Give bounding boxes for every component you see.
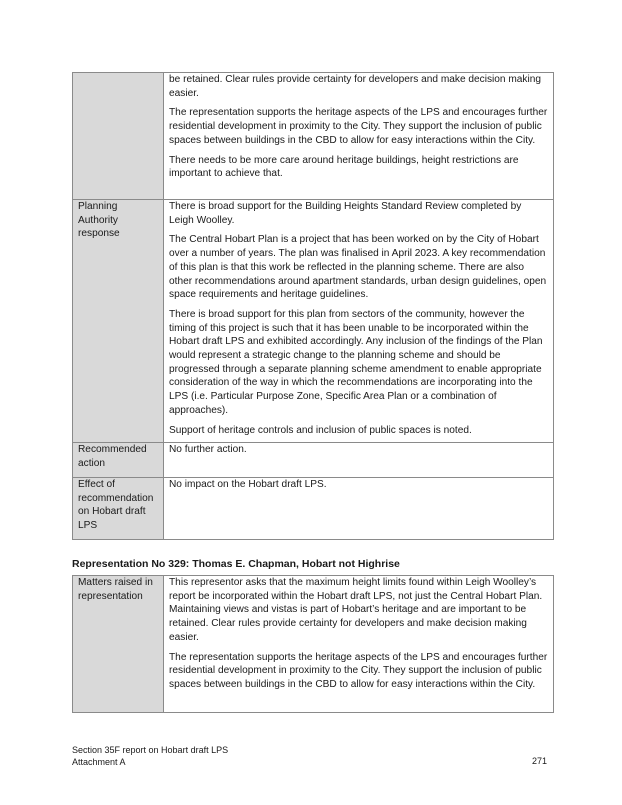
representation-table-continued [72, 72, 554, 540]
paragraph: The representation supports the heritage aspects of the LPS and encourages further residential development in proximity to the City. They support the inclusion of public spaces between buildings in the CBD to allow for easy interactions within the City. [169, 107, 548, 146]
paragraph: There is broad support for the Building Heights Standard Review completed by Leigh Woolley. [169, 201, 522, 226]
row-content [164, 576, 554, 713]
table-row [73, 478, 554, 540]
table-row [73, 73, 554, 200]
table-row [73, 200, 554, 443]
row-content [164, 200, 554, 443]
footer-line: Section 35F report on Hobart draft LPS [72, 745, 229, 755]
paragraph: This representor asks that the maximum height limits found within Leigh Woolley’s report be incorporated within the Hobart draft LPS, not just the Central Hobart Plan. Maintaining views and vistas is part of Hobart’s heritage and are important to be retained. Clear rules provide certainty for developers and make decision making easier. [169, 577, 543, 643]
paragraph: No further action. [169, 444, 247, 455]
table-row [73, 576, 554, 713]
paragraph: be retained. Clear rules provide certainty for developers and make decision making easier. [169, 74, 542, 99]
row-label: Matters raised in representation [73, 576, 164, 713]
paragraph: There needs to be more care around heritage buildings, height restrictions are important to achieve that. [169, 154, 519, 180]
paragraph: No impact on the Hobart draft LPS. [169, 479, 327, 490]
paragraph: The representation supports the heritage aspects of the LPS and encourages further residential development in proximity to the City. They support the inclusion of public spaces between buildings in the CBD to allow for easy interactions within the City. [169, 651, 548, 690]
row-content [164, 73, 554, 200]
footer-line: Attachment A [72, 756, 126, 767]
page-number: 271 [531, 756, 547, 766]
section-heading: Representation No 329: Thomas E. Chapman, Hobart not Highrise [72, 558, 400, 570]
paragraph: There is broad support for this plan from sectors of the community, however the timing of this project is such that it has been unable to be incorporated within the Hobart draft LPS and exhibited accordingly. Any inclusion of the findings of the Plan would represent a strategic change to the planning scheme and should be progressed through a separate planning scheme amendment to enable appropriate consideration of the way in which the recommendations are incorporating into the LPS (i.e. Particular Purpose Zone, Specific Area Plan or a combination of approaches). [169, 308, 543, 416]
row-label: Planning Authority response [73, 200, 164, 443]
representation-table [72, 575, 554, 713]
row-content [164, 443, 554, 478]
paragraph: The Central Hobart Plan is a project that has been worked on by the City of Hobart over a number of years. The plan was finalised in April 2023. A key recommendation of this plan is that this work be reflected in the planning scheme. There are also other recommendations around apartment standards, urban design guidelines, open space requirements and heritage guidelines. [169, 234, 547, 301]
page-footer [72, 745, 228, 768]
row-content [164, 478, 554, 540]
paragraph: Support of heritage controls and inclusion of public spaces is noted. [169, 424, 472, 436]
row-label: Recommended action [73, 443, 164, 478]
row-label: Effect of recommendation on Hobart draft LPS [73, 478, 164, 540]
row-label [73, 73, 164, 200]
table-row [73, 443, 554, 478]
